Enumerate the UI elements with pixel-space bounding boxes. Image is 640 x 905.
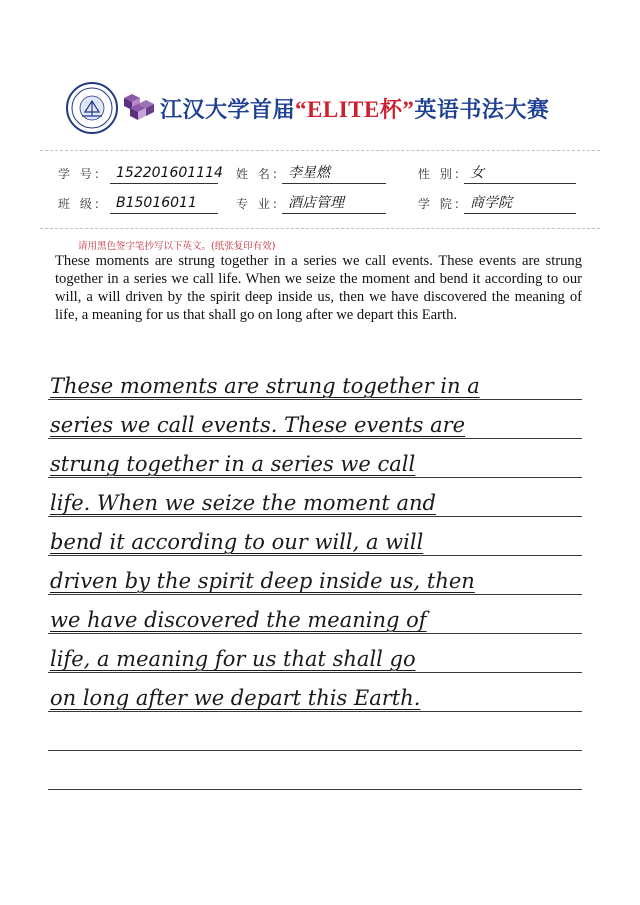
field-name: 姓 名: 李星燃 <box>236 160 386 184</box>
handwriting-text: bend it according to our will, a will <box>50 530 424 554</box>
university-seal-icon <box>66 82 118 134</box>
class-value: B15016011 <box>110 192 218 214</box>
handwriting-text: life, a meaning for us that shall go <box>50 647 416 671</box>
writing-line <box>48 639 582 673</box>
handwriting-text: on long after we depart this Earth. <box>50 686 421 710</box>
field-class: 班 级: B15016011 <box>58 190 218 214</box>
fields-divider <box>40 228 600 229</box>
student-id-value: 152201601114 <box>110 162 218 184</box>
contest-title: 江汉大学首届“ELITE杯”英语书法大赛 <box>160 97 550 123</box>
handwriting-text: strung together in a series we call <box>50 452 416 476</box>
field-major: 专 业: 酒店管理 <box>236 190 386 214</box>
handwriting-text: driven by the spirit deep inside us, then <box>50 569 475 593</box>
prompt-paragraph: These moments are strung together in a series we call events. These events are strung together in a series we call life. When we seize the moment and bend it according to our will, a will driven by the spirit deep inside us, then we have discovered the meaning of life, a meaning for us that shall go on long after we depart this Earth. <box>55 253 582 323</box>
writing-line-empty <box>48 717 582 751</box>
handwriting-text: These moments are strung together in a <box>50 374 480 398</box>
college-value: 商学院 <box>464 192 576 214</box>
header-divider <box>40 150 600 151</box>
instruction-text: 请用黑色签字笔抄写以下英文。(纸张复印有效) <box>78 241 276 252</box>
field-student-id: 学 号: 152201601114 <box>58 160 218 184</box>
writing-line <box>48 444 582 478</box>
elite-word: ELITE <box>307 97 380 122</box>
writing-line <box>48 405 582 439</box>
writing-line <box>48 483 582 517</box>
name-value: 李星燃 <box>282 162 386 184</box>
field-gender: 性 别: 女 <box>418 160 576 184</box>
handwriting-text: series we call events. These events are <box>50 413 466 437</box>
handwriting-text: we have discovered the meaning of <box>50 608 427 632</box>
writing-line-empty <box>48 756 582 790</box>
handwriting-text: life. When we seize the moment and <box>50 491 436 515</box>
writing-line <box>48 600 582 634</box>
major-value: 酒店管理 <box>282 192 386 214</box>
gender-value: 女 <box>464 162 576 184</box>
writing-line <box>48 522 582 556</box>
writing-line <box>48 366 582 400</box>
writing-line <box>48 561 582 595</box>
writing-line <box>48 678 582 712</box>
field-college: 学 院: 商学院 <box>418 190 576 214</box>
contest-logo-icon <box>122 92 156 126</box>
